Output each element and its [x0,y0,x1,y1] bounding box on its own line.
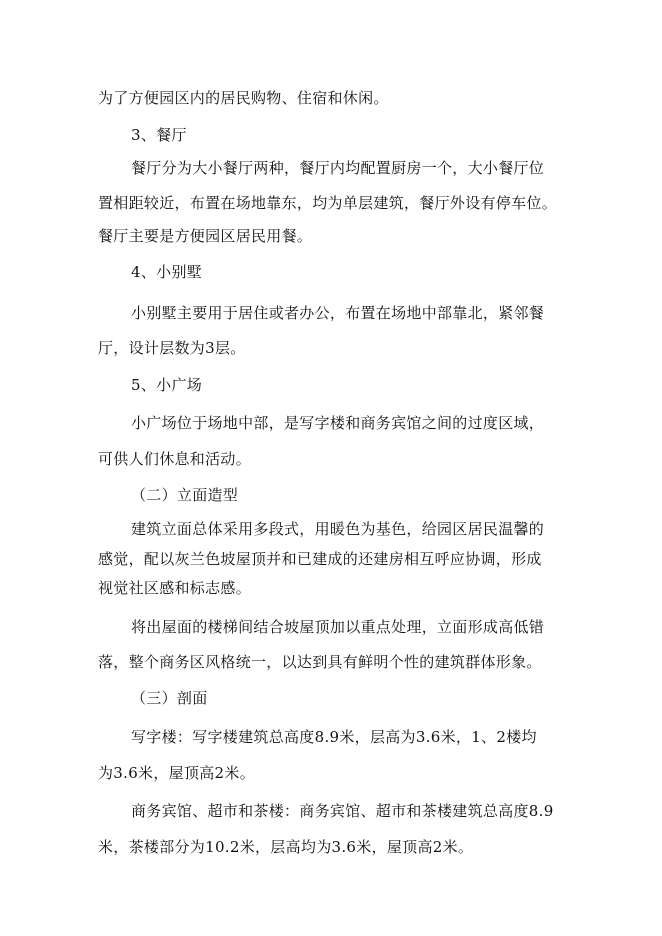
section-heading: 4、小别墅 [131,263,203,281]
text-line: 餐厅主要是方便园区居民用餐。 [98,227,313,245]
text-line: 落，整个商务区风格统一，以达到具有鲜明个性的建筑群体形象。 [98,653,542,671]
text-line: 小别墅主要用于居住或者办公，布置在场地中部靠北，紧邻餐 [131,304,545,322]
text-line: 为了方便园区内的居民购物、住宿和休闲。 [98,89,389,107]
text-line: 小广场位于场地中部，是写字楼和商务宾馆之间的过度区域， [131,414,545,432]
text-line: 米，茶楼部分为10.2米，层高均为3.6米，屋顶高2米。 [98,838,474,856]
text-line: 感觉，配以灰兰色坡屋顶并和已建成的还建房相互呼应协调，形成 [98,550,542,568]
text-line: 置相距较近，布置在场地靠东，均为单层建筑，餐厅外设有停车位。 [98,194,558,212]
text-line: 厅，设计层数为3层。 [98,339,246,357]
section-heading: 3、餐厅 [131,126,187,144]
section-heading: （三）剖面 [131,689,208,707]
section-heading: 5、小广场 [131,376,203,394]
text-line: 写字楼：写字楼建筑总高度8.9米，层高为3.6米，1、2楼均 [131,728,537,746]
text-line: 为3.6米，屋顶高2米。 [98,764,255,782]
text-line: 将出屋面的楼梯间结合坡屋顶加以重点处理，立面形成高低错 [131,618,545,636]
text-line: 可供人们休息和活动。 [98,450,252,468]
section-heading: （二）立面造型 [131,486,239,504]
text-line: 餐厅分为大小餐厅两种，餐厅内均配置厨房一个，大小餐厅位 [131,159,545,177]
text-line: 视觉社区感和标志感。 [98,579,252,597]
text-line: 商务宾馆、超市和茶楼：商务宾馆、超市和茶楼建筑总高度8.9 [131,802,554,820]
text-line: 建筑立面总体采用多段式，用暖色为基色，给园区居民温馨的 [131,520,545,538]
